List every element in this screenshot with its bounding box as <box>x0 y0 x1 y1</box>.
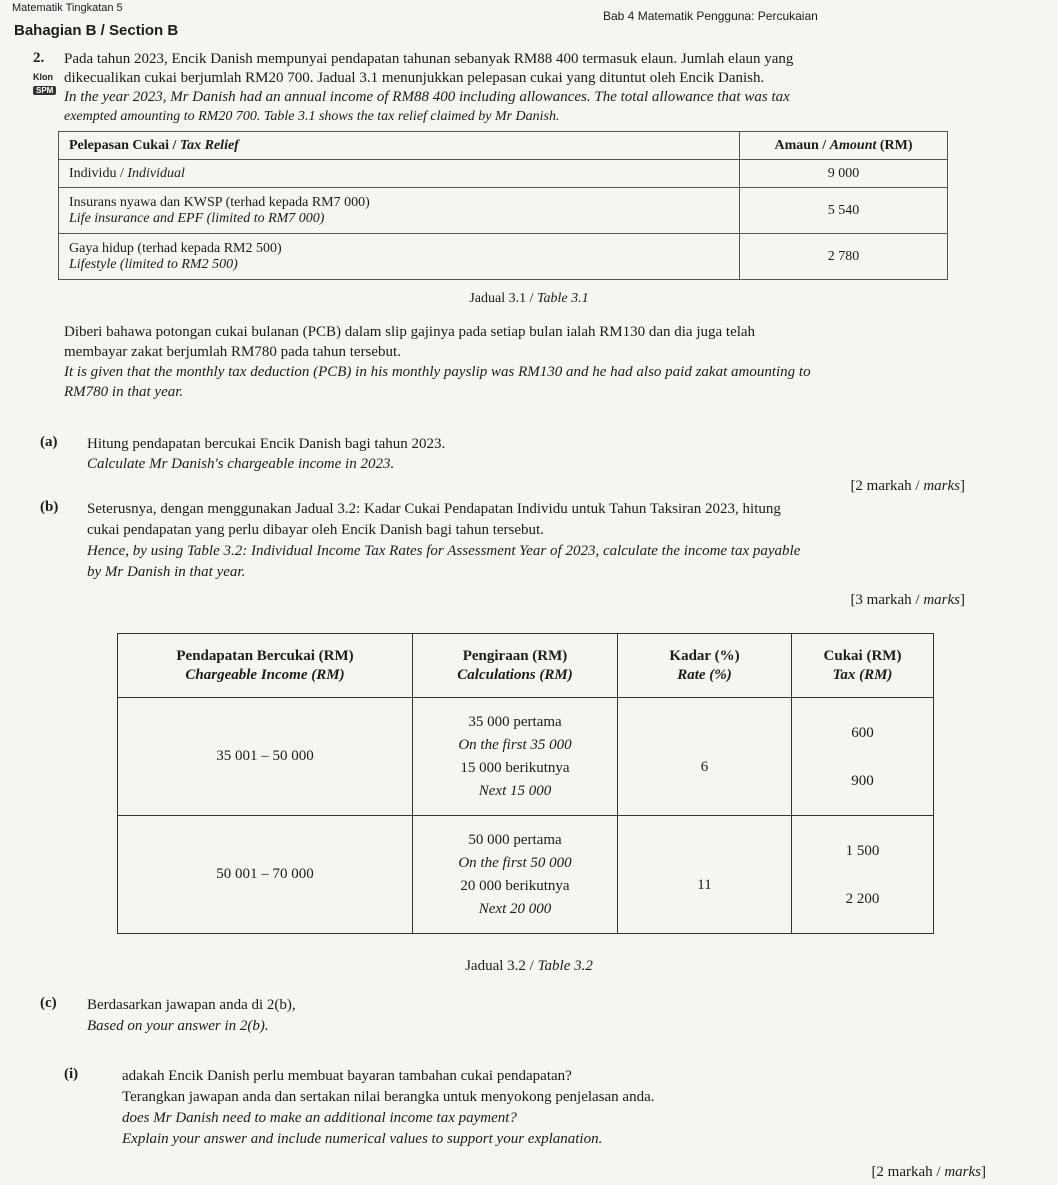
given-ms-line-2: membayar zakat berjumlah RM780 pada tahun tersebut. <box>64 344 401 360</box>
relief-label: Gaya hidup (terhad kepada RM2 500) Lifestyle (limited to RM2 500) <box>59 234 740 280</box>
given-en-line-1: It is given that the monthly tax deduction (PCB) in his monthly payslip was RM130 and he had also paid zakat amounting to <box>64 364 811 380</box>
part-c-i-ms-line-2: Terangkan jawapan anda dan sertakan nilai berangka untuk menyokong penjelasan anda. <box>122 1089 655 1105</box>
calculation-cell: 35 000 pertama On the first 35 000 15 000 berikutnya Next 15 000 <box>413 698 618 816</box>
part-c-i-en-line-2: Explain your answer and include numerical values to support your explanation. <box>122 1131 603 1147</box>
tax-relief-table <box>58 131 948 280</box>
part-b-marks: [3 markah / marks] <box>850 592 965 608</box>
intro-en-line-1: In the year 2023, Mr Danish had an annual income of RM88 400 including allowances. The total allowance that was tax <box>64 89 790 105</box>
relief-amount: 5 540 <box>740 188 948 234</box>
relief-amount: 9 000 <box>740 160 948 188</box>
table-3-1-caption: Jadual 3.1 / Table 3.1 <box>469 291 589 306</box>
intro-en-line-2: exempted amounting to RM20 700. Table 3.1 shows the tax relief claimed by Mr Danish. <box>64 109 560 124</box>
header-calculations: Pengiraan (RM) Calculations (RM) <box>413 634 618 698</box>
question-intro <box>64 50 954 126</box>
income-range: 35 001 – 50 000 <box>118 698 413 816</box>
header-chargeable-income: Pendapatan Bercukai (RM) Chargeable Income (RM) <box>118 634 413 698</box>
book-title: Matematik Tingkatan 5 <box>12 2 123 14</box>
header-tax-relief: Pelepasan Cukai / Tax Relief <box>59 132 740 160</box>
table-header-row <box>59 132 948 160</box>
part-c-i-text <box>122 1066 982 1150</box>
table-row <box>59 188 948 234</box>
income-tax-rates-table <box>117 633 934 934</box>
table-row <box>118 816 934 934</box>
part-a-en: Calculate Mr Danish's chargeable income in 2023. <box>87 456 395 472</box>
table-row <box>59 160 948 188</box>
calculation-cell: 50 000 pertama On the first 50 000 20 000 berikutnya Next 20 000 <box>413 816 618 934</box>
part-c-en: Based on your answer in 2(b). <box>87 1018 269 1034</box>
part-b-text <box>87 499 967 583</box>
section-title: Bahagian B / Section B <box>14 22 179 39</box>
part-c-label: (c) <box>40 995 57 1011</box>
part-c-i-ms-line-1: adakah Encik Danish perlu membuat bayaran tambahan cukai pendapatan? <box>122 1068 572 1084</box>
part-c-i-label: (i) <box>64 1066 79 1082</box>
question-number: 2. <box>33 50 45 66</box>
header-amount: Amaun / Amount (RM) <box>740 132 948 160</box>
rate-cell: 6 <box>618 698 792 816</box>
table-row <box>118 698 934 816</box>
table-row <box>59 234 948 280</box>
part-a-marks: [2 markah / marks] <box>850 478 965 494</box>
relief-amount: 2 780 <box>740 234 948 280</box>
tax-cell: 1 500 2 200 <box>792 816 934 934</box>
part-c-i-en-line-1: does Mr Danish need to make an additional income tax payment? <box>122 1110 517 1126</box>
given-en-line-2: RM780 in that year. <box>64 384 184 400</box>
relief-label: Individu / Individual <box>59 160 740 188</box>
income-range: 50 001 – 70 000 <box>118 816 413 934</box>
part-b-en-line-1: Hence, by using Table 3.2: Individual Income Tax Rates for Assessment Year of 2023, calculate the income tax payable <box>87 543 801 559</box>
part-b-ms-line-1: Seterusnya, dengan menggunakan Jadual 3.2: Kadar Cukai Pendapatan Individu untuk Tahun Taksiran 2023, hitung <box>87 501 781 517</box>
part-b-en-line-2: by Mr Danish in that year. <box>87 564 246 580</box>
intro-ms-line-2: dikecualikan cukai berjumlah RM20 700. Jadual 3.1 menunjukkan pelepasan cukai yang dituntut oleh Encik Danish. <box>64 70 765 86</box>
table-header-row <box>118 634 934 698</box>
part-c-ms: Berdasarkan jawapan anda di 2(b), <box>87 997 296 1013</box>
part-a-ms: Hitung pendapatan bercukai Encik Danish bagi tahun 2023. <box>87 436 446 452</box>
part-a-label: (a) <box>40 434 58 450</box>
part-c-text <box>87 995 947 1037</box>
relief-label: Insurans nyawa dan KWSP (terhad kepada RM7 000) Life insurance and EPF (limited to RM7 000) <box>59 188 740 234</box>
part-c-marks: [2 markah / marks] <box>871 1164 986 1180</box>
part-b-label: (b) <box>40 499 59 515</box>
chapter-title: Bab 4 Matematik Pengguna: Percukaian <box>603 9 818 23</box>
table-3-2-caption: Jadual 3.2 / Table 3.2 <box>465 958 593 974</box>
spm-badge: SPM <box>33 86 56 95</box>
part-b-ms-line-2: cukai pendapatan yang perlu dibayar oleh Encik Danish bagi tahun tersebut. <box>87 522 544 538</box>
klon-badge: Klon <box>33 72 53 82</box>
header-rate: Kadar (%) Rate (%) <box>618 634 792 698</box>
given-info <box>64 322 954 402</box>
part-a-text <box>87 434 947 474</box>
given-ms-line-1: Diberi bahawa potongan cukai bulanan (PCB) dalam slip gajinya pada setiap bulan ialah RM130 dan dia juga telah <box>64 324 756 340</box>
tax-cell: 600 900 <box>792 698 934 816</box>
intro-ms-line-1: Pada tahun 2023, Encik Danish mempunyai pendapatan tahunan sebanyak RM88 400 termasuk elaun. Jumlah elaun yang <box>64 51 794 67</box>
header-tax: Cukai (RM) Tax (RM) <box>792 634 934 698</box>
rate-cell: 11 <box>618 816 792 934</box>
